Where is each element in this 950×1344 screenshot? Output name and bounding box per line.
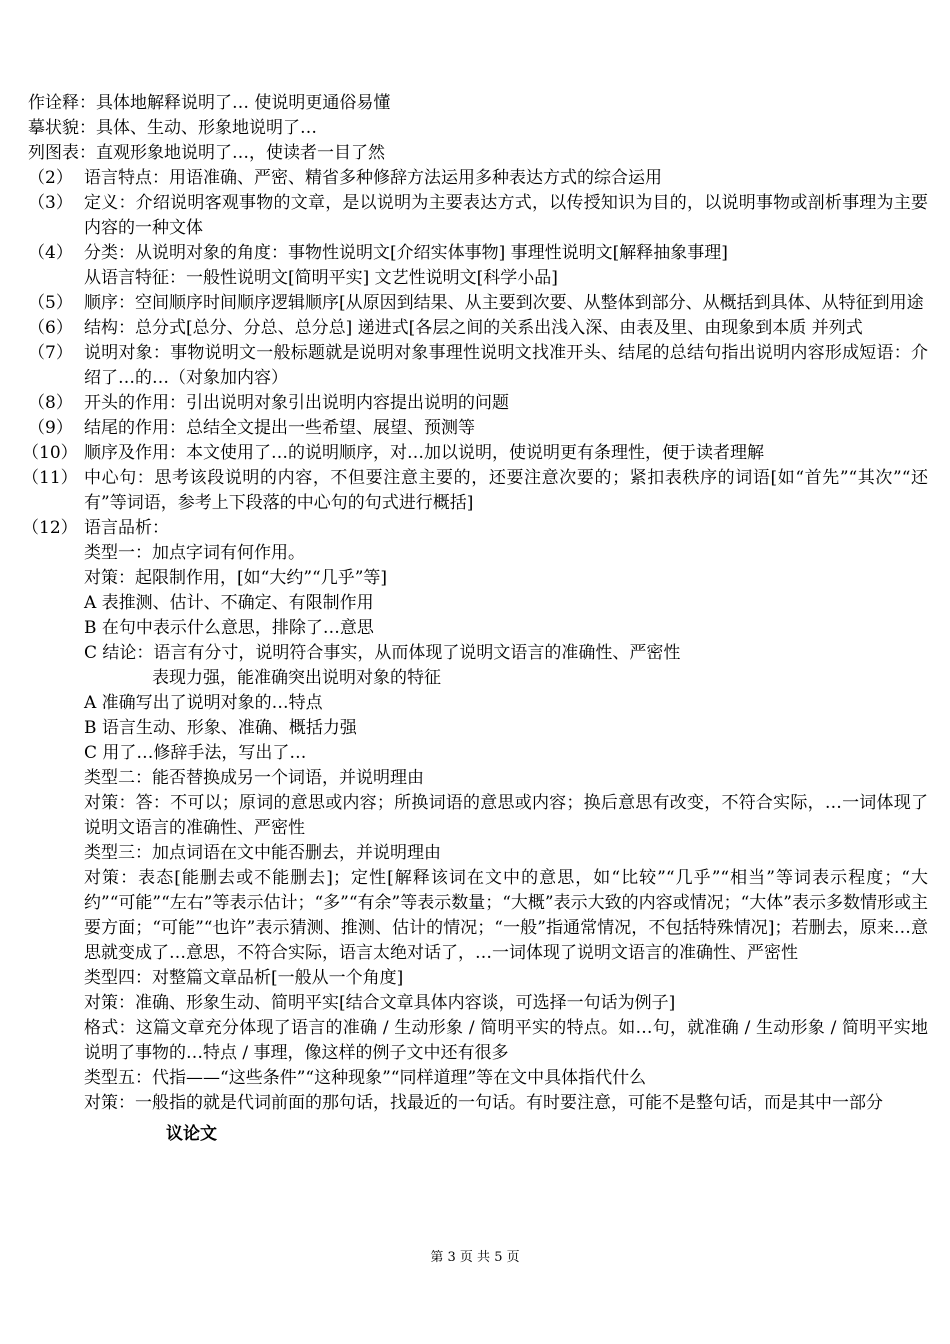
item-text: 语言特点：用语准确、严密、精省多种修辞方法运用多种表达方式的综合运用 — [84, 168, 662, 188]
analysis-line: B 在句中表示什么意思，排除了…意思 — [84, 618, 374, 638]
list-item — [22, 516, 928, 541]
analysis-line: C 用了…修辞手法，写出了… — [84, 743, 307, 763]
item-number: （9） — [28, 418, 73, 438]
analysis-line: 格式：这篇文章充分体现了语言的准确 / 生动形象 / 简明平实的特点。如…句，就准确 / 生动形象 / 简明平实地说明了事物的…特点 / 事理，像这样的例子文中还有很多 — [84, 1018, 928, 1063]
item-text: 定义：介绍说明客观事物的文章，是以说明为主要表达方式，以传授知识为目的，以说明事物或剖析事理为主要内容的一种文体 — [84, 193, 928, 238]
item-number — [28, 266, 84, 291]
analysis-line: 对策：表态[能删去或不能删去]；定性[解释该词在文中的意思，如“比较”“几乎”“相当”等词表示程度；“大约”“可能”“左右”等表示估计；“多”“有余”等表示数量；“大概”表示大致的内容或情况；“大体”表示多数情形或主要方面；“可能”“也许”表示猜测、推测、估计的情况；“一般”指通常情况，不包括特殊情况]；若删去，原来…意思就变成了…意思，不符合实际，语言太绝对话了，…一词体现了说明文语言的准确性、严密性 — [84, 868, 928, 963]
item-text: 说明对象：事物说明文一般标题就是说明对象事理性说明文找准开头、结尾的总结句指出说明内容形成短语：介绍了…的…（对象加内容） — [84, 343, 928, 388]
text-line: 作诠释：具体地解释说明了… 使说明更通俗易懂 — [28, 93, 391, 113]
item-text: 顺序：空间顺序时间顺序逻辑顺序[从原因到结果、从主要到次要、从整体到部分、从概括到具体、从特征到用途 — [84, 293, 924, 313]
item-number: （8） — [28, 393, 73, 413]
analysis-line: A 表推测、估计、不确定、有限制作用 — [84, 593, 374, 613]
list-item — [22, 441, 928, 466]
item-text: 中心句：思考该段说明的内容，不但要注意主要的，还要注意次要的；紧扣表秩序的词语[如“首先”“其次”“还有”等词语，参考上下段落的中心句的句式进行概括] — [84, 468, 928, 513]
analysis-line: C 结论：语言有分寸，说明符合事实，从而体现了说明文语言的准确性、严密性 — [84, 643, 681, 663]
text-line: 列图表：直观形象地说明了…，使读者一目了然 — [28, 143, 385, 163]
item-number: （3） — [28, 193, 73, 213]
item-number: （5） — [28, 293, 73, 313]
analysis-line: 类型四：对整篇文章品析[一般从一个角度] — [84, 968, 404, 988]
item-text: 顺序及作用：本文使用了…的说明顺序，对…加以说明，使说明更有条理性，便于读者理解 — [84, 443, 764, 463]
analysis-line: 表现力强，能准确突出说明对象的特征 — [152, 668, 441, 688]
analysis-line: 对策：答：不可以；原词的意思或内容；所换词语的意思或内容；换后意思有改变，不符合实际，…一词体现了说明文语言的准确性、严密性 — [84, 793, 928, 838]
item-text: 分类：从说明对象的角度：事物性说明文[介绍实体事物] 事理性说明文[解释抽象事理] — [84, 243, 728, 263]
list-item — [28, 416, 928, 441]
list-item — [28, 191, 928, 241]
item-text: 从语言特征：一般性说明文[简明平实] 文艺性说明文[科学小品] — [84, 268, 558, 288]
list-item — [28, 241, 928, 266]
item-number: （12） — [22, 518, 78, 538]
list-item — [28, 316, 928, 341]
item-text: 语言品析： — [84, 518, 169, 538]
item-text: 开头的作用：引出说明对象引出说明内容提出说明的问题 — [84, 393, 509, 413]
analysis-line: A 准确写出了说明对象的…特点 — [84, 693, 323, 713]
list-item — [28, 341, 928, 391]
item-text: 结尾的作用：总结全文提出一些希望、展望、预测等 — [84, 418, 475, 438]
item-text: 结构：总分式[总分、分总、总分总] 递进式[各层之间的关系出浅入深、由表及里、由现象到本质 并列式 — [84, 318, 863, 338]
item-number: （6） — [28, 318, 73, 338]
text-line: 摹状貌：具体、生动、形象地说明了… — [28, 118, 317, 138]
item-number: （2） — [28, 168, 73, 188]
list-item — [22, 466, 928, 516]
list-item — [28, 391, 928, 416]
item-number: （10） — [22, 443, 78, 463]
analysis-line: 对策：起限制作用，[如“大约”“几乎”等] — [84, 568, 388, 588]
list-item — [28, 266, 928, 291]
list-item — [28, 291, 928, 316]
item-number: （4） — [28, 243, 73, 263]
document-body — [22, 91, 928, 1147]
analysis-line: 类型二：能否替换成另一个词语，并说明理由 — [84, 768, 424, 788]
analysis-line: 对策：一般指的就是代词前面的那句话，找最近的一句话。有时要注意，可能不是整句话，而是其中一部分 — [84, 1093, 883, 1113]
analysis-line: 类型三：加点词语在文中能否删去，并说明理由 — [84, 843, 441, 863]
analysis-line: 对策：准确、形象生动、简明平实[结合文章具体内容谈，可选择一句话为例子] — [84, 993, 676, 1013]
analysis-line: 类型五：代指——“这些条件”“这种现象”“同样道理”等在文中具体指代什么 — [84, 1068, 647, 1088]
analysis-line: B 语言生动、形象、准确、概括力强 — [84, 718, 357, 738]
analysis-line: 类型一：加点字词有何作用。 — [84, 543, 305, 563]
section-heading: 议论文 — [166, 1124, 217, 1144]
page-footer: 第 3 页 共 5 页 — [430, 1250, 520, 1265]
list-item — [28, 166, 928, 191]
item-number: （7） — [28, 343, 73, 363]
item-number: （11） — [22, 468, 78, 488]
